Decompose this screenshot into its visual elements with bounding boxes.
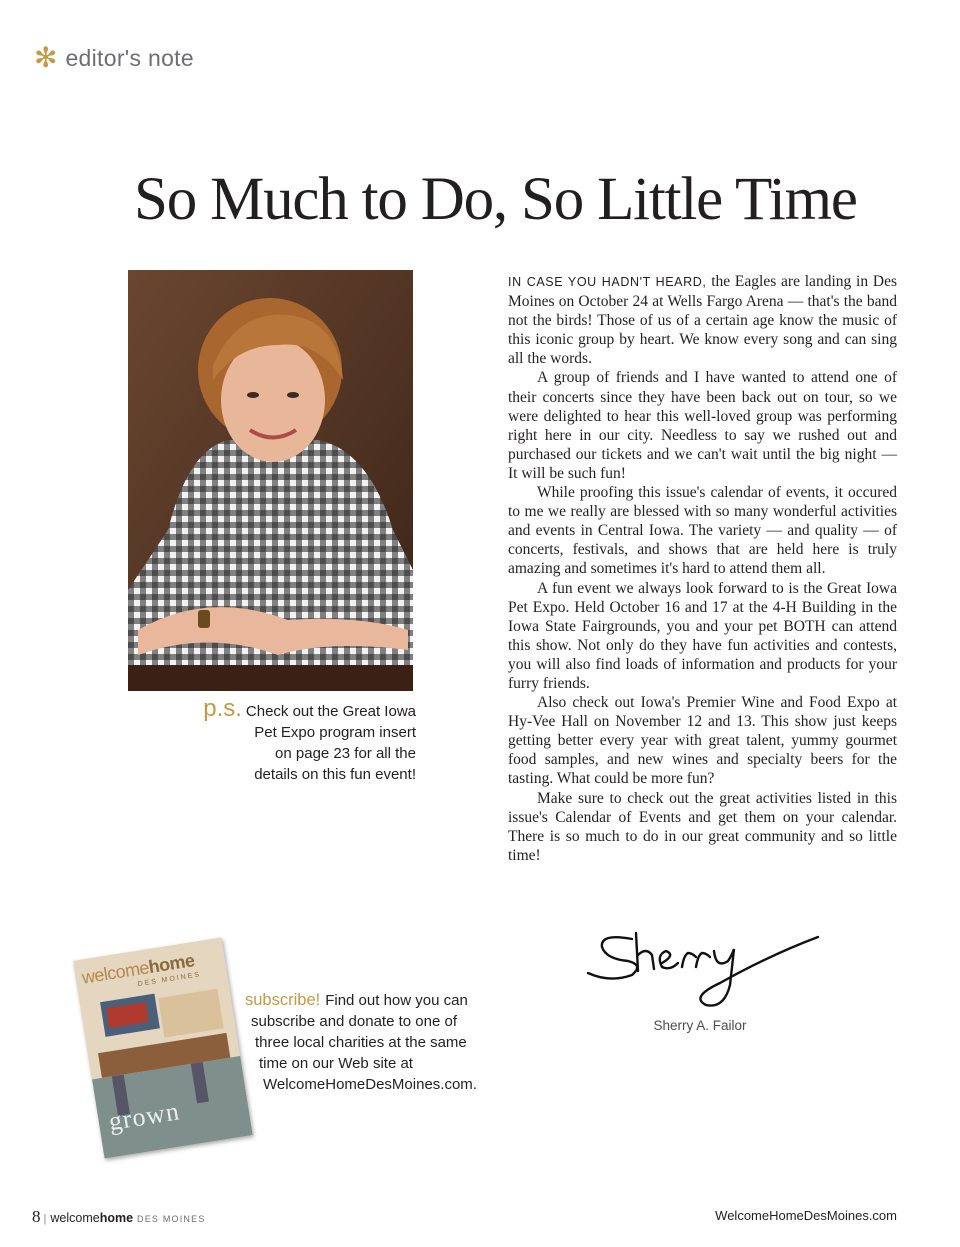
cover-line: grown — [106, 1096, 182, 1137]
footer-separator: | — [43, 1213, 47, 1225]
subscribe-line: subscribe and donate to one of — [251, 1013, 457, 1030]
subscribe-promo — [245, 990, 490, 1095]
article-paragraph: Also check out Iowa's Premier Wine and Food Expo at Hy-Vee Hall on November 12 and 13. This show just keeps getting better every year with great talent, yummy gourmet food samples, and new wines and specialty beers for the tasting. What could be more fun? — [508, 694, 897, 788]
footer-city: DES MOINES — [137, 1214, 206, 1224]
page-title: So Much to Do, So Little Time — [134, 166, 857, 233]
ps-line: Pet Expo program insert — [254, 724, 416, 741]
editor-photo — [128, 270, 413, 691]
footer-left — [32, 1207, 206, 1227]
cover-masthead: welcomehome — [80, 950, 196, 988]
magazine-cover[interactable] — [73, 937, 252, 1158]
footer-brand: welcomehome — [50, 1211, 134, 1225]
asterisk-icon: ✻ — [34, 41, 58, 74]
subscribe-line: time on our Web site at — [259, 1055, 413, 1072]
paragraph-text: the Eagles are landing in Des Moines on October 24 at Wells Fargo Arena — that's the band not the birds! Those of us of a certain age know the music of this iconic group by heart. We know every song and can sing all the words. — [508, 273, 897, 368]
ps-note — [196, 695, 416, 785]
handwritten-signature — [580, 925, 820, 1020]
article-paragraph: Make sure to check out the great activities listed in this issue's Calendar of Events and get them on your calendar. There is so much to do in our great community and so little time! — [508, 789, 897, 864]
ps-line: on page 23 for all the — [275, 745, 416, 762]
cover-masthead-sub: DES MOINES — [137, 971, 202, 989]
subscribe-link[interactable]: WelcomeHomeDesMoines.com. — [263, 1076, 477, 1093]
ps-line: Check out the Great Iowa — [245, 703, 416, 720]
footer-website[interactable]: WelcomeHomeDesMoines.com — [715, 1208, 897, 1223]
article-paragraph — [508, 272, 897, 368]
page-number: 8 — [32, 1207, 41, 1226]
article-body — [508, 272, 897, 865]
signer-name: Sherry A. Failor — [653, 1018, 747, 1033]
article-paragraph: A fun event we always look forward to is the Great Iowa Pet Expo. Held October 16 and 17 at the 4-H Building in the Iowa State Fairgrounds, you and your pet BOTH can attend this show. Not only do they have fun activities and contests, you will also find loads of information and products for your furry friends. — [508, 579, 897, 692]
ps-mark: p.s. — [203, 695, 242, 722]
article-paragraph: While proofing this issue's calendar of events, it occured to me we really are blessed with so many wonderful activities and events in Central Iowa. The variety — and quality — of concerts, festivals, and shows that are held here is truly amazing and sometimes it's hard to attend them all. — [508, 484, 897, 578]
lead-in: IN CASE YOU HADN'T HEARD, — [508, 275, 707, 289]
subscribe-line: three local charities at the same — [255, 1034, 467, 1051]
subscribe-heading: subscribe! — [245, 991, 321, 1009]
section-tag — [34, 41, 194, 74]
section-label: editor's note — [65, 44, 194, 71]
subscribe-line: Find out how you can — [325, 992, 468, 1009]
ps-line: details on this fun event! — [254, 766, 416, 783]
article-paragraph: A group of friends and I have wanted to attend one of their concerts since they have been back out on tour, so we were delighted to hear this well-loved group was performing right here in our city. Needless to say we rushed out and purchased our tickets and we can't wait until the big night — It will be such fun! — [508, 369, 897, 482]
